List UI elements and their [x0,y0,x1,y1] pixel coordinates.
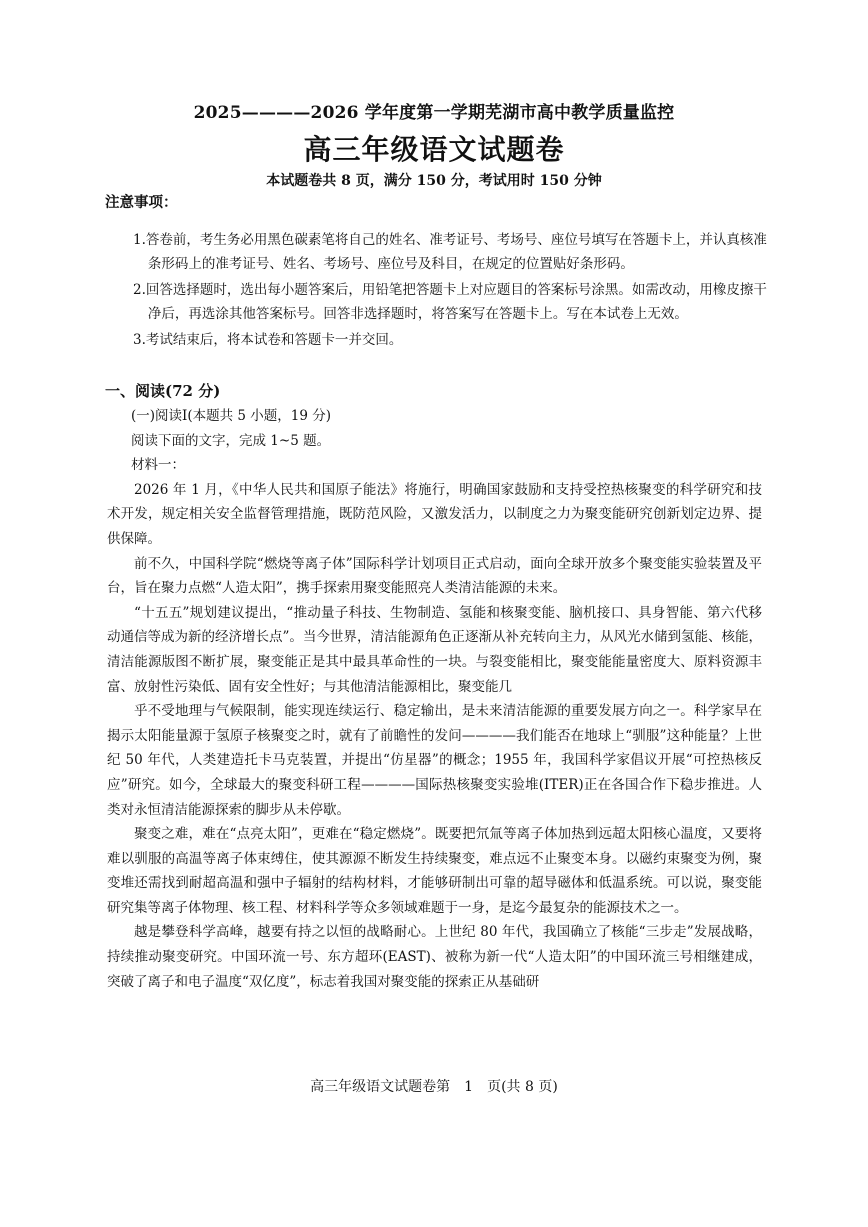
notice-item: 1.答卷前，考生务必用黑色碳素笔将自己的姓名、准考证号、考场号、座位号填写在答题卡上，并认真核准条形码上的准考证号、姓名、考场号、座位号及科目，在规定的位置贴好条形码。 [133,231,767,272]
exam-title: 高三年级语文试题卷 [303,133,565,166]
exam-header-line: 2025————2026 学年度第一学期芜湖市高中教学质量监控 [193,103,675,123]
page-footer: 高三年级语文试题卷第 1 页(共 8 页) [310,1079,558,1095]
notice-list [133,214,773,352]
exam-subtitle: 本试题卷共 8 页，满分 150 分，考试用时 150 分钟 [266,173,602,189]
reading-body [107,404,762,994]
paragraph: “十五五”规划建议提出，“推动量子科技、生物制造、氢能和核聚变能、脑机接口、具身智能、第六代移动通信等成为新的经济增长点”。当今世界，清洁能源角色正逐渐从补充转向主力，从风光水储到氢能、核能，清洁能源版图不断扩展，聚变能正是其中最具革命性的一块。与裂变能相比，聚变能能量密度大、原料资源丰富、放射性污染低、固有安全性好；与其他清洁能源相比，聚变能几 [107,604,762,695]
paragraph: 乎不受地理与气候限制，能实现连续运行、稳定输出，是未来清洁能源的重要发展方向之一。科学家早在揭示太阳能量源于氢原子核聚变之时，就有了前瞻性的发问————我们能否在地球上“驯服”这种能量？上世纪 50 年代，人类建造托卡马克装置，并提出“仿星器”的概念；1955 年，我国科学家倡议开展“可控热核反应”研究。如今，全球最大的聚变科研工程————国际热核聚变实验堆(ITER)正在各国合作下稳步推进。人类对永恒清洁能源探索的脚步从未停歇。 [107,703,762,818]
subsection-title: (一)阅读Ⅰ(本题共 5 小题，19 分) [131,408,332,424]
reading-instruction: 阅读下面的文字，完成 1~5 题。 [131,432,331,449]
material-label: 材料一： [131,457,185,474]
notice-title: 注意事项： [105,194,178,211]
section-title: 一、阅读(72 分) [105,382,221,400]
notice-item: 2.回答选择题时，选出每小题答案后，用铅笔把答题卡上对应题目的答案标号涂黑。如需改动，用橡皮擦干净后，再选涂其他答案标号。回答非选择题时，将答案写在答题卡上。写在本试卷上无效。 [133,281,767,322]
paragraph: 前不久，中国科学院“燃烧等离子体”国际科学计划项目正式启动，面向全球开放多个聚变能实验装置及平台，旨在聚力点燃“人造太阳”，携手探索用聚变能照亮人类清洁能源的未来。 [107,555,762,597]
paragraph: 聚变之难，难在“点亮太阳”，更难在“稳定燃烧”。既要把氘氚等离子体加热到远超太阳核心温度，又要将难以驯服的高温等离子体束缚住，使其源源不断发生持续聚变，难点远不止聚变本身。以磁约束聚变为例，聚变堆还需找到耐超高温和强中子辐射的结构材料，才能够研制出可靠的超导磁体和低温系统。可以说，聚变能研究集等离子体物理、核工程、材料科学等众多领域难题于一身，是迄今最复杂的能源技术之一。 [107,826,762,916]
paragraph: 越是攀登科学高峰，越要有持之以恒的战略耐心。上世纪 80 年代，我国确立了核能“三步走”发展战略，持续推动聚变研究。中国环流一号、东方超环(EAST)、被称为新一代“人造太阳”的中国环流三号相继建成，突破了离子和电子温度“双亿度”，标志着我国对聚变能的探索正从基础研 [107,924,762,990]
paragraph: 2026 年 1 月，《中华人民共和国原子能法》将施行，明确国家鼓励和支持受控热核聚变的科学研究和技术开发，规定相关安全监督管理措施，既防范风险，又激发活力，以制度之力为聚变能研究创新划定边界、提供保障。 [107,481,762,547]
notice-item: 3.考试结束后，将本试卷和答题卡一并交回。 [133,331,403,348]
